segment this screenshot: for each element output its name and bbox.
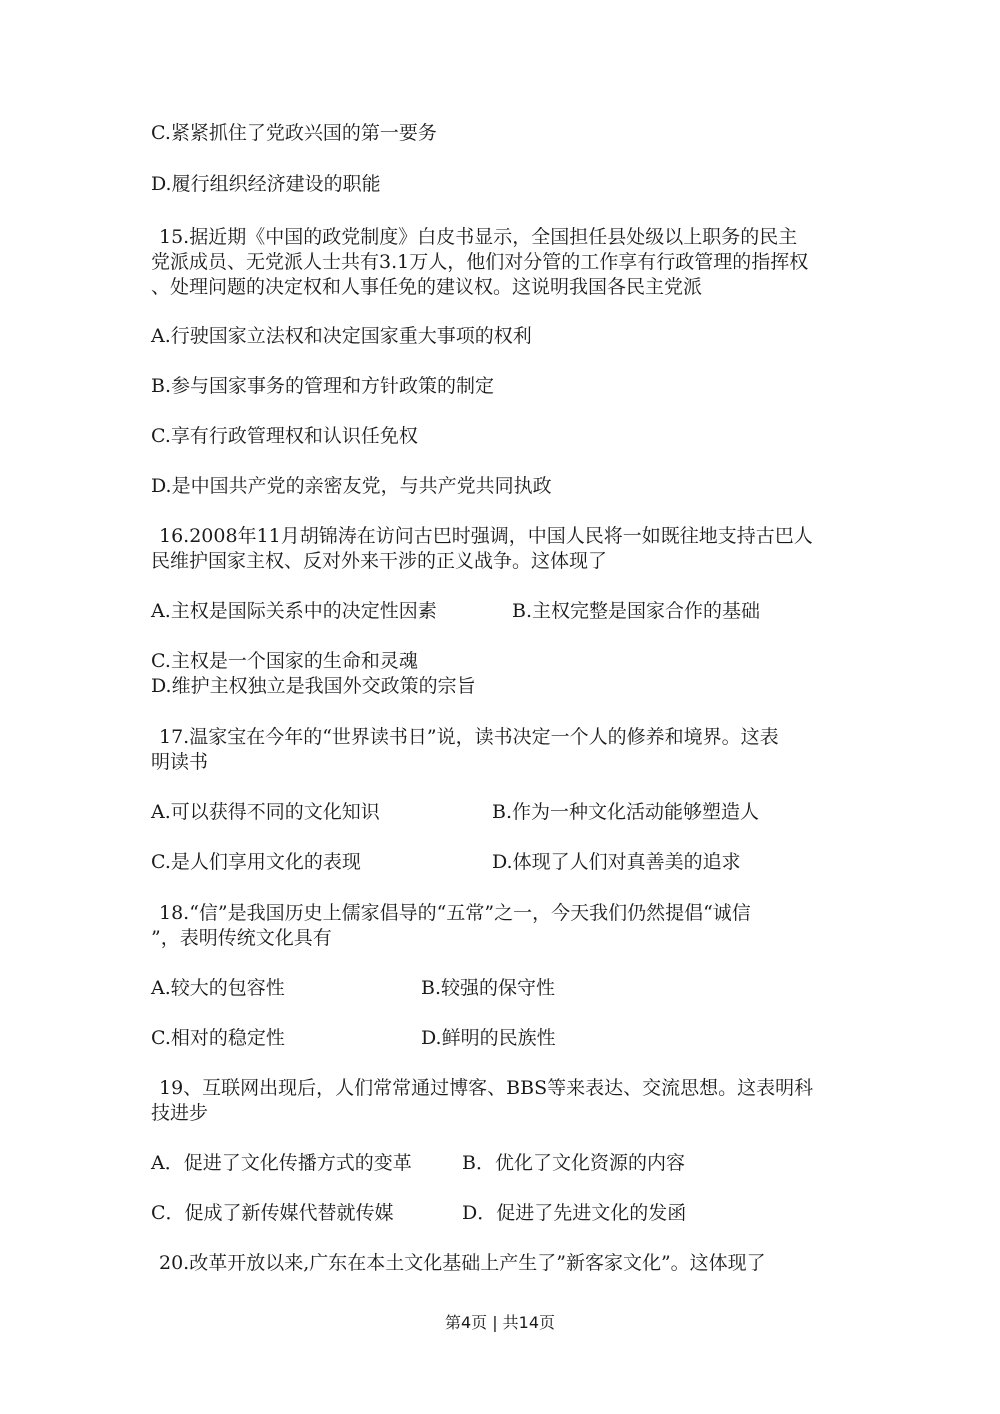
q18-stem-line-1: 18.“信”是我国历史上儒家倡导的“五常”之一，今天我们仍然提倡“诚信 xyxy=(159,902,751,924)
q18-stem-line-2: ”，表明传统文化具有 xyxy=(151,927,332,949)
q16-stem-line-2: 民维护国家主权、反对外来干涉的正义战争。这体现了 xyxy=(151,550,608,572)
q16-option-c: C.主权是一个国家的生命和灵魂 xyxy=(151,650,418,672)
q15-stem-line-1: 15.据近期《中国的政党制度》白皮书显示，全国担任县处级以上职务的民主 xyxy=(159,226,798,248)
q15-option-a: A.行驶国家立法权和决定国家重大事项的权利 xyxy=(151,325,532,347)
q17-stem-line-1: 17.温家宝在今年的“世界读书日”说，读书决定一个人的修养和境界。这表 xyxy=(159,726,779,748)
page-footer: 第4页 | 共14页 xyxy=(444,1313,556,1332)
q17-option-b: B.作为一种文化活动能够塑造人 xyxy=(492,801,760,823)
q19-option-d: D．促进了先进文化的发函 xyxy=(462,1202,687,1224)
q17-stem-line-2: 明读书 xyxy=(151,751,209,773)
q15-stem-line-3: 、处理问题的决定权和人事任免的建议权。这说明我国各民主党派 xyxy=(151,276,703,298)
q17-option-d: D.体现了人们对真善美的追求 xyxy=(492,851,741,873)
q19-stem-line-1: 19、互联网出现后，人们常常通过博客、BBS等来表达、交流思想。这表明科 xyxy=(159,1077,814,1099)
q18-option-b: B.较强的保守性 xyxy=(421,977,556,999)
q14-option-d: D.履行组织经济建设的职能 xyxy=(151,173,381,195)
q17-option-c: C.是人们享用文化的表现 xyxy=(151,851,361,873)
q16-stem-line-1: 16.2008年11月胡锦涛在访问古巴时强调，中国人民将一如既往地支持古巴人 xyxy=(159,525,813,547)
q15-stem-line-2: 党派成员、无党派人士共有3.1万人，他们对分管的工作享有行政管理的指挥权 xyxy=(151,251,809,273)
q17-option-a: A.可以获得不同的文化知识 xyxy=(151,801,380,823)
q15-option-d: D.是中国共产党的亲密友党，与共产党共同执政 xyxy=(151,475,552,497)
q19-option-b: B．优化了文化资源的内容 xyxy=(462,1152,685,1174)
q15-option-b: B.参与国家事务的管理和方针政策的制定 xyxy=(151,375,495,397)
q19-option-c: C．促成了新传媒代替就传媒 xyxy=(151,1202,394,1224)
q18-option-c: C.相对的稳定性 xyxy=(151,1027,285,1049)
q19-stem-line-2: 技进步 xyxy=(151,1102,209,1124)
q16-option-b: B.主权完整是国家合作的基础 xyxy=(512,600,761,622)
q16-option-a: A.主权是国际关系中的决定性因素 xyxy=(151,600,437,622)
q16-option-d: D.维护主权独立是我国外交政策的宗旨 xyxy=(151,675,476,697)
q18-option-d: D.鲜明的民族性 xyxy=(421,1027,556,1049)
q14-option-c: C.紧紧抓住了党政兴国的第一要务 xyxy=(151,122,437,144)
q19-option-a: A．促进了文化传播方式的变革 xyxy=(151,1152,412,1174)
q18-option-a: A.较大的包容性 xyxy=(151,977,285,999)
q20-stem-line-1: 20.改革开放以来,广东在本土文化基础上产生了”新客家文化”。这体现了 xyxy=(159,1252,766,1274)
q15-option-c: C.享有行政管理权和认识任免权 xyxy=(151,425,418,447)
